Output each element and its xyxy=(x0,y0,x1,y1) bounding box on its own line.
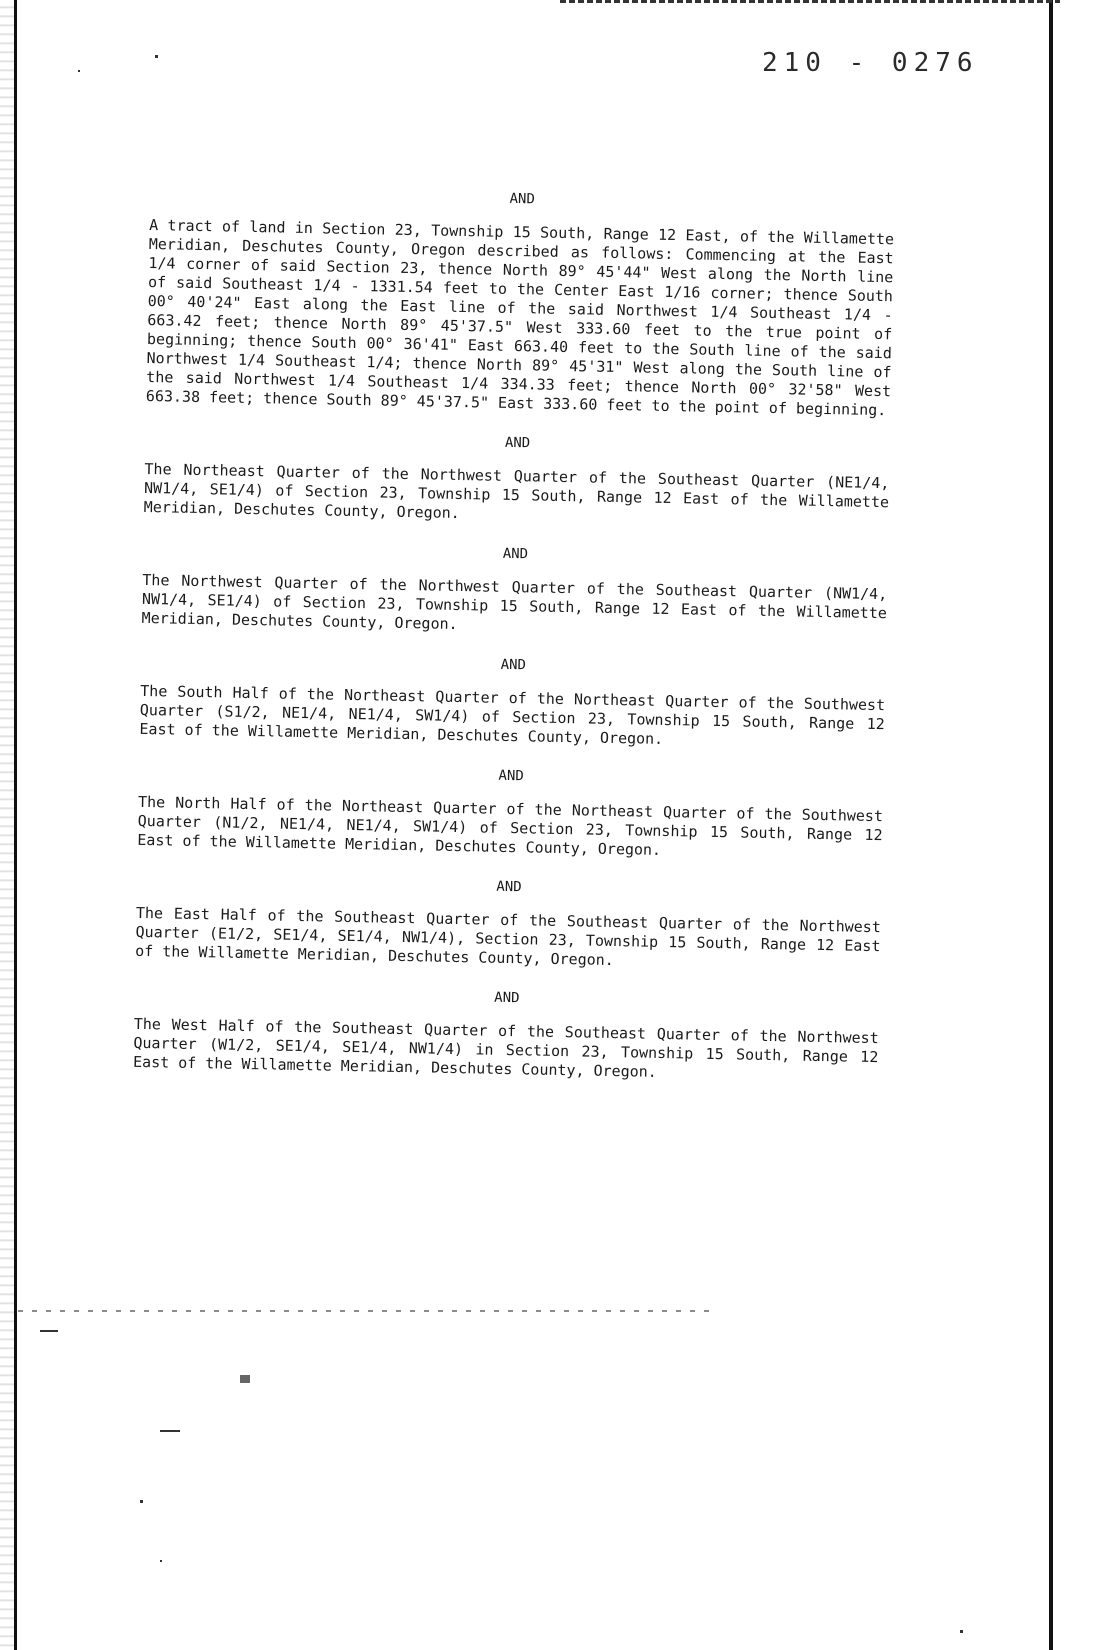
scan-speck xyxy=(78,70,80,72)
and-heading: AND xyxy=(496,878,522,896)
section-paragraph: The Northwest Quarter of the Northwest Quarter of the Southeast Quarter (NW1/4, NW1/4, SE1/4) of Section 23, Township 15 South, Range 12 East of the Willamette Meridian, Deschutes County, Oregon. xyxy=(141,570,888,633)
section-4 xyxy=(139,648,886,753)
left-page-border xyxy=(14,0,17,1650)
page-number: 210 - 0276 xyxy=(762,48,979,78)
right-page-border xyxy=(1049,0,1053,1650)
scan-speck xyxy=(140,1500,143,1503)
and-heading: AND xyxy=(502,545,529,563)
scan-speck xyxy=(40,1330,58,1332)
legal-description xyxy=(133,182,895,1086)
section-paragraph: The South Half of the Northeast Quarter of the Northeast Quarter of the Southwest Quarter (S1/2, NE1/4, NE1/4, SW1/4) of Section 23, Township 15 South, Range 12 East of the Willamette Meridian, Deschutes County, Oregon. xyxy=(139,681,886,748)
left-edge-scan-noise xyxy=(0,0,14,1650)
section-paragraph: A tract of land in Section 23, Township 15 South, Range 12 East, of the Willamette Meridian, Deschutes County, Oregon described as follows: Commencing at the East 1/4 corner of said Section 23, thence North 89° 45'44" West along the North line of said Southeast 1/4 - 1331.54 feet to the Center East 1/16 corner; thence South 00° 40'24" East along the East line of the said Northwest 1/4 Southeast 1/4 - 663.42 feet; thence North 89° 45'37.5" West 333.60 feet to the true point of beginning; thence South 00° 36'41" East 663.40 feet to the South line of the said Northwest 1/4 Southeast 1/4; thence North 89° 45'31" West along the South line of the said Northwest 1/4 Southeast 1/4 334.33 feet; thence North 00° 32'58" West 663.38 feet; thence South 89° 45'37.5" East 333.60 feet to the point of beginning. xyxy=(145,215,895,420)
section-3 xyxy=(141,537,888,642)
section-2 xyxy=(144,426,891,531)
and-heading: AND xyxy=(494,989,520,1007)
and-heading: AND xyxy=(498,767,524,785)
scan-speck xyxy=(160,1560,162,1562)
section-paragraph: The East Half of the Southeast Quarter of the Southeast Quarter of the Northwest Quarter (E1/2, SE1/4, SE1/4, NW1/4), Section 23, Township 15 South, Range 12 East of the Willamette Meridian, Deschutes County, Oregon. xyxy=(135,903,882,970)
section-7 xyxy=(133,981,880,1086)
section-5 xyxy=(137,759,884,864)
section-1 xyxy=(146,182,895,420)
section-paragraph: The Northeast Quarter of the Northwest Quarter of the Southeast Quarter (NE1/4, NW1/4, SE1/4) of Section 23, Township 15 South, Range 12 East of the Willamette Meridian, Deschutes County, Oregon. xyxy=(143,459,890,523)
scan-speck xyxy=(160,1430,180,1432)
scan-speck xyxy=(240,1375,250,1383)
and-heading: AND xyxy=(509,190,536,208)
bottom-scan-artifact xyxy=(18,1310,718,1312)
and-heading: AND xyxy=(500,656,527,674)
section-paragraph: The North Half of the Northeast Quarter of the Northeast Quarter of the Southwest Quarter (N1/2, NE1/4, NE1/4, SW1/4) of Section 23, Township 15 South, Range 12 East of the Willamette Meridian, Deschutes County, Oregon. xyxy=(137,792,884,859)
section-6 xyxy=(135,870,882,975)
section-paragraph: The West Half of the Southeast Quarter of the Southeast Quarter of the Northwest Quarter (W1/2, SE1/4, SE1/4, NW1/4) in Section 23, Township 15 South, Range 12 East of the Willamette Meridian, Deschutes County, Oregon. xyxy=(132,1014,879,1081)
and-heading: AND xyxy=(504,434,531,452)
top-edge-scan-noise xyxy=(560,0,1060,3)
scan-speck xyxy=(960,1630,963,1633)
scan-speck xyxy=(155,55,158,58)
